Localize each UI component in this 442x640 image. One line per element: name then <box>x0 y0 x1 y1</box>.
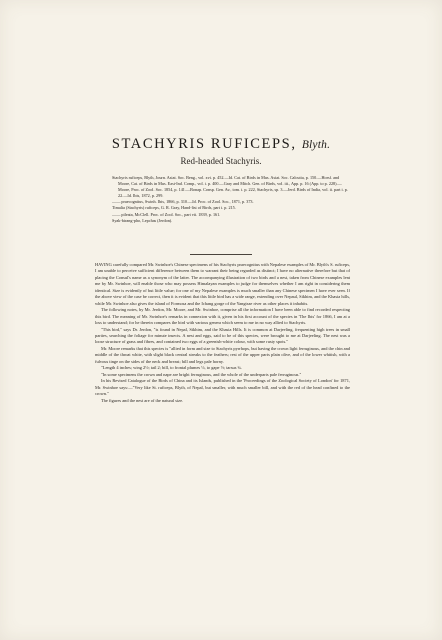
synonymy-entry: —— pileata, McClell. Proc. of Zool. Soc., part vii. 1839, p. 161. <box>112 211 221 217</box>
paragraph: The following notes, by Mr. Jerdon, Mr. Moore, and Mr. Swinhoe, comprise all the information I have been able to find recorded respecting this bird. The meaning of Mr. Swinhoe's remarks in connexion with it, given in his first account of the species in 'The Ibis' for 1866, I am at a loss to understand; for he therein compares the bird with various genera which seem to me in no way allied to Stachyris. <box>95 307 350 326</box>
paragraph: "This bird," says Dr. Jerdon, "is found in Nepal, Sikhim, and the Khasia Hills. It is common at Darjeeling, frequenting high trees in small parties, searching the foliage for minute insects. A nest and eggs, said to be of this species, were brought to me at Darjeeling. The nest was a loose structure of grass and fibres, and contained two eggs of a greenish-white colour, with some rusty spots." <box>95 326 350 345</box>
species-authority: Blyth. <box>301 139 331 151</box>
species-name: STACHYRIS RUFICEPS, <box>111 136 297 152</box>
synonymy-block <box>112 175 352 224</box>
synonymy-entry: Stachyris ruficeps, Blyth, Journ. Asiat. Soc. Beng., vol. xvi. p. 452.—Id. Cat. of Birds in Mus. Asiat. Soc. Calcutta, p. 150.—Horsf. and Moore, Cat. of Birds in Mus. East-Ind. Comp., vol. i. p. 400.—Gray and Mitch. Gen. of Birds, vol. iii., App. p. 16 (App. to p. 228).—Moore, Proc. of Zool. Soc. 1854, p. 141.—Bonap. Consp. Gen. Av., tom. i. p. 222, Stachyris, sp. 3.—Jerd. Birds of India, vol. ii. part i. p. 22.—Id. Ibis, 1872, p. 299. <box>112 175 348 199</box>
page-title <box>0 136 442 153</box>
paragraph: In his Revised Catalogue of the Birds of China and its Islands, published in the 'Proceedings of the Zoological Society of London' for 1871, Mr. Swinhoe says:—"Very like St. ruficeps, Blyth, of Nepal, but smaller, with much smaller bill, and with the red of the head confined to the crown." <box>95 378 350 397</box>
synonymy-entry: Timalia (Stachyris) ruficeps, G. R. Gray, Hand-list of Birds, part i. p. 215. <box>112 205 236 211</box>
body-text <box>95 262 350 404</box>
synonymy-entry: Syak-birang-pho, Lepchas (Jerdon). <box>112 217 173 223</box>
paragraph: The figures and the nest are of the natural size. <box>101 397 184 403</box>
section-divider <box>190 254 252 255</box>
synonymy-entry: —— praecognitus, Swinh. Ibis, 1866, p. 310.—Id. Proc. of Zool. Soc., 1871, p. 373. <box>112 199 254 205</box>
paragraph: "In some specimens the crown and nape are bright ferruginous, and the whole of the underparts pale ferruginous." <box>101 371 302 377</box>
common-name: Red-headed Stachyris. <box>180 156 262 166</box>
paragraph: "Length 4 inches; wing 2½; tail 2; bill, to frontal plumes ⅓, to gape ½; tarsus ¾. <box>101 365 242 371</box>
paragraph: Mr. Moore remarks that this species is "allied in form and size to Stachyris pyrrhops, but having the crown light ferruginous, and the chin and middle of the throat white, with slight black central streaks to the feathers; rest of the upper parts plain olive, and of the lower whitish, with a fulvous tinge on the sides of the neck and breast; bill and legs pale horny. <box>95 345 350 364</box>
paragraph: HAVING carefully compared Mr. Swinhoe's Chinese specimens of his Stachyris praecognitus with Nepalese examples of Mr. Blyth's S. ruficeps, I am unable to perceive sufficient difference between them to warrant their being regarded as distinct; I have no alternative therefore but that of placing the Consul's name as a synonym of the latter. The accompanying illustration of two birds and a nest, taken from Chinese examples lent me by Mr. Swinhoe, will enable those who may possess Himalayan examples to judge for themselves whether I am right in considering them identical. Size is evidently of but little value; for one of my Nepalese examples is much smaller than any Chinese specimen I have ever seen. If the above view of the case be correct, then it is evident that this little bird has a wide range, extending over Nepaul, Sikhim, and the Khasia hills, while Mr. Swinhoe also gives the island of Formosa and the Ichang gorge of the Yangtsze river as other places it inhabits. <box>95 262 350 306</box>
